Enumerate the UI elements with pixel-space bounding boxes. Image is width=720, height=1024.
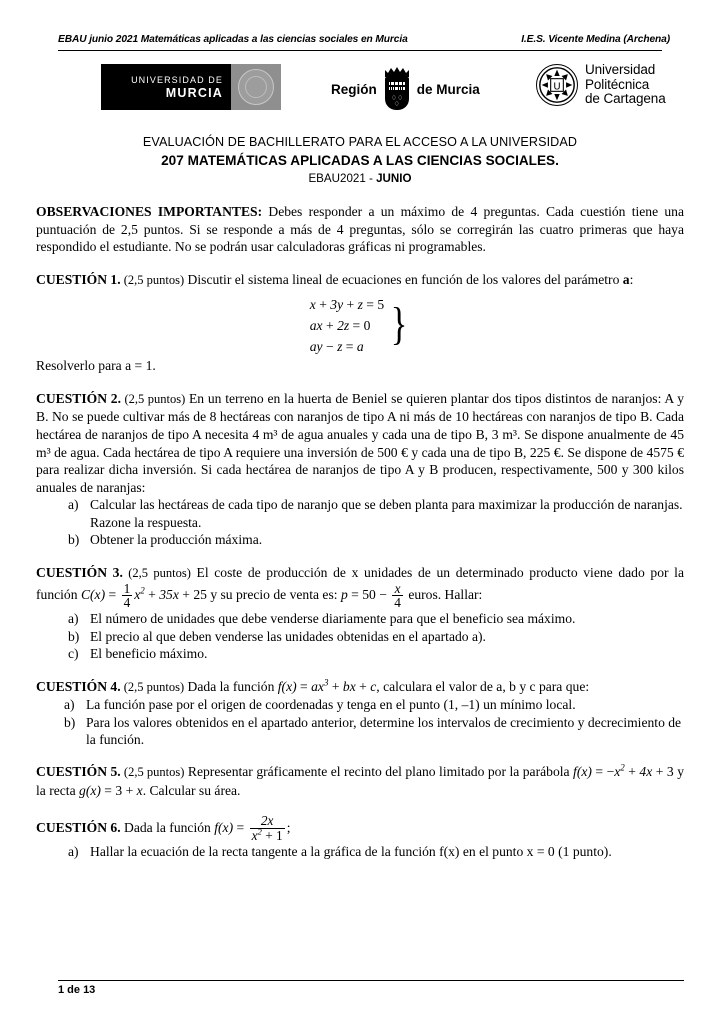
- question-6-item-a-text: Hallar la ecuación de la recta tangente a la gráfica de la función f(x) en el punto x = 0 (1 punto).: [90, 843, 612, 859]
- exam-session-name: JUNIO: [376, 172, 412, 185]
- question-2-items: [36, 496, 684, 548]
- exam-title-block: [36, 134, 684, 187]
- universidad-de-murcia-logo: [101, 64, 281, 110]
- svg-text:U: U: [553, 81, 561, 93]
- question-3-price-formula: p = 50 − $\frac{x}{4}$: [340, 580, 401, 611]
- upct-logo-line1: Universidad: [585, 62, 656, 77]
- observations-paragraph: [36, 203, 684, 256]
- question-5-text-c: . Calcular su área.: [142, 782, 241, 798]
- question-5-label: CUESTIÓN 5.: [36, 764, 121, 780]
- question-4-formula: $f(x) = ax^3$ + bx + c: [277, 677, 377, 694]
- question-3-label: CUESTIÓN 3.: [36, 564, 123, 580]
- murcia-shield-icon: ♢♢ ♢: [382, 66, 412, 112]
- question-5-line-formula: g(x) = 3 + x: [79, 782, 143, 798]
- exam-title-line2: 207 MATEMÁTICAS APLICADAS A LAS CIENCIAS SOCIALES.: [161, 153, 559, 168]
- region-logo-right-text: de Murcia: [416, 81, 480, 97]
- question-2-item-a-text: Calcular las hectáreas de cada tipo de naranjo que se deben planta para maximizar la producción de naranjas. Razone la respuesta.: [90, 497, 683, 530]
- question-5-text-b: y la recta: [36, 764, 685, 798]
- exam-title-line3: [36, 170, 684, 187]
- question-2-item-a-label: a): [68, 497, 79, 513]
- exam-body: [36, 203, 684, 860]
- question-1-label: CUESTIÓN 1.: [36, 271, 121, 287]
- list-item: [68, 645, 684, 662]
- running-header: [36, 0, 684, 45]
- question-5-points: (2,5 puntos): [120, 765, 185, 780]
- question-5-statement: [36, 763, 684, 799]
- question-4-text-a: Dada la función: [184, 678, 278, 694]
- page-number: 1 de 13: [58, 984, 96, 996]
- question-4-points: (2,5 puntos): [120, 679, 185, 694]
- observations-label: OBSERVACIONES IMPORTANTES:: [36, 204, 263, 219]
- list-item: [68, 496, 684, 531]
- question-4-label: CUESTIÓN 4.: [36, 678, 121, 694]
- question-2-item-b-label: b): [68, 532, 80, 548]
- question-2-label: CUESTIÓN 2.: [36, 390, 121, 406]
- question-1: [36, 271, 684, 375]
- list-item: [64, 696, 684, 713]
- logo-band: [36, 64, 684, 124]
- page-footer: [58, 980, 684, 996]
- list-item: [68, 610, 684, 627]
- question-3-text-a: El coste de producción de x unidades de un determinado producto viene dado por la función: [36, 564, 684, 603]
- upct-compass-icon: [536, 64, 578, 106]
- question-2-points: (2,5 puntos): [120, 391, 186, 406]
- list-item: [68, 843, 684, 860]
- question-4-item-a-label: a): [64, 697, 75, 713]
- list-item: [64, 714, 684, 749]
- question-6-text-a: Dada la función: [120, 819, 215, 835]
- exam-title-line1: EVALUACIÓN DE BACHILLERATO PARA EL ACCESO A LA UNIVERSIDAD: [142, 135, 578, 149]
- question-1-param: a: [622, 271, 630, 287]
- question-5: [36, 763, 684, 799]
- question-3-item-b-text: El precio al que deben venderse las unidades obtenidas en el apartado a).: [90, 628, 486, 644]
- question-3-text-c: euros. Hallar:: [404, 587, 483, 603]
- question-1-equation-system: [36, 296, 684, 355]
- running-header-right: I.E.S. Vicente Medina (Archena): [521, 34, 670, 45]
- question-2-text: En un terreno en la huerta de Beniel se quieren plantar dos tipos distintos de naranjos: A y B. No se puede cultivar más de 8 hectáreas con naranjos de tipo A ni más de 10 hectáreas con naranjos de tipo B. Cada hectárea de naranjos de tipo A necesita 4 m³ de agua anuales y cada una de tipo B, 3 m³. Se dispone anualmente de 45 m³ de agua. Cada hectárea de tipo A requiere una inversión de 500 € y cada una de tipo B, 225 €. Se dispone de 4575 € para realizar dicha inversión. Si cada hectárea de naranjos de tipo A y B producen, respectivamente, 500 y 300 kilos anuales de naranjas:: [36, 390, 684, 495]
- universidad-politecnica-cartagena-logo: [536, 63, 666, 107]
- running-header-left: EBAU junio 2021 Matemáticas aplicadas a las ciencias sociales en Murcia: [58, 34, 408, 45]
- question-6-text-b: ;: [286, 819, 291, 835]
- question-3-statement: [36, 564, 684, 611]
- question-4-items: [36, 696, 684, 748]
- list-item: [68, 531, 684, 548]
- question-6-statement: [36, 815, 684, 843]
- question-3-items: [36, 610, 684, 662]
- question-1-text: Discutir el sistema lineal de ecuaciones en función de los valores del parámetro: [184, 271, 623, 287]
- exam-session-prefix: EBAU2021 -: [308, 172, 377, 185]
- question-5-text-a: Representar gráficamente el recinto del plano limitado por la parábola: [184, 764, 574, 780]
- equation-row-3: ay − z = a: [309, 338, 364, 354]
- question-4-statement: [36, 678, 684, 697]
- question-3-item-a-label: a): [68, 611, 79, 627]
- upct-logo-line2: Politécnica: [585, 76, 650, 92]
- question-4-item-b-label: b): [64, 714, 76, 730]
- question-6-items: [36, 843, 684, 860]
- header-divider: [58, 50, 662, 51]
- question-3-item-a-text: El número de unidades que debe venderse diariamente para que el beneficio sea máximo.: [90, 611, 576, 627]
- question-2-statement: [36, 390, 684, 497]
- question-3-points: (2,5 puntos): [122, 565, 191, 580]
- um-seal-icon: [231, 64, 281, 110]
- question-1-statement: [36, 271, 684, 290]
- um-logo-line1: UNIVERSIDAD DE: [131, 74, 223, 85]
- question-6-label: CUESTIÓN 6.: [36, 819, 121, 835]
- region-de-murcia-logo: [331, 66, 480, 112]
- question-1-followup: Resolverlo para a = 1.: [36, 358, 156, 374]
- footer-divider: [58, 980, 684, 981]
- question-3-text-b: y su precio de venta es:: [206, 587, 341, 603]
- question-4-item-b-text: Para los valores obtenidos en el apartado anterior, determine los intervalos de crecimiento y decrecimiento de la función.: [86, 714, 682, 747]
- list-item: [68, 628, 684, 645]
- question-3-item-b-label: b): [68, 628, 80, 644]
- question-4-text-b: , calculara el valor de a, b y c para que:: [376, 678, 590, 694]
- equation-row-2: ax + 2z = 0: [309, 317, 371, 333]
- question-2: [36, 390, 684, 549]
- upct-logo-line3: de Cartagena: [585, 91, 666, 106]
- question-4: [36, 678, 684, 749]
- equation-brace: }: [390, 298, 408, 350]
- upct-wordmark: [585, 63, 666, 107]
- question-3: [36, 564, 684, 663]
- question-1-points: (2,5 puntos): [120, 272, 185, 287]
- region-logo-left-text: Región: [331, 81, 377, 97]
- question-5-parabola-formula: $f(x) = -x^2 + 4x + 3$: [573, 762, 674, 780]
- observations-text: Debes responder a un máximo de 4 preguntas. Cada cuestión tiene una puntuación de 2,5 puntos. Si se responde a más de 4 preguntas, sólo se corregirán las cuatro primeras que haya respondido el estudiante. No se podrán usar calculadoras gráficas ni programables.: [36, 204, 685, 255]
- um-logo-line2: MURCIA: [165, 85, 223, 100]
- question-3-cost-formula: C(x) = $\frac{1}{4}$ $x^2 + 35x + 25$: [80, 580, 207, 611]
- question-6-formula: f(x) = $\frac{2x}{x^2 + 1}$: [214, 813, 283, 843]
- question-6: [36, 815, 684, 861]
- question-3-item-c-text: El beneficio máximo.: [90, 646, 208, 662]
- question-6-item-a-label: a): [68, 843, 79, 859]
- question-2-item-b-text: Obtener la producción máxima.: [90, 532, 263, 548]
- question-1-colon: :: [629, 271, 634, 287]
- um-wordmark: [101, 64, 231, 110]
- question-3-item-c-label: c): [68, 646, 79, 662]
- equation-row-1: x + 3y + z = 5: [309, 297, 385, 313]
- question-4-item-a-text: La función pase por el origen de coordenadas y tenga en el punto (1, –1) un mínimo local.: [86, 697, 576, 713]
